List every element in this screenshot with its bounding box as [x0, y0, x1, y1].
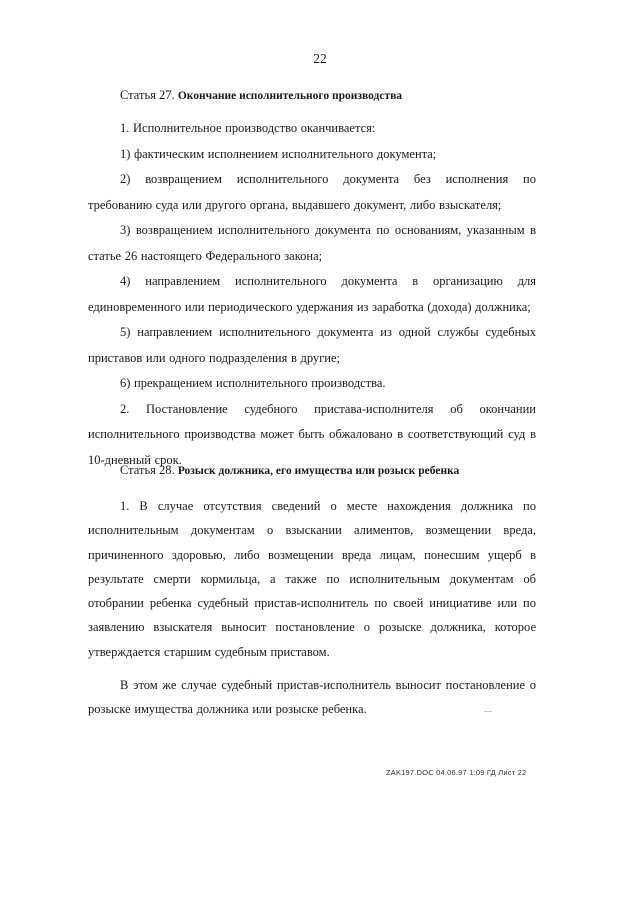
- article-27-title: Окончание исполнительного производства: [177, 90, 403, 102]
- paragraph: 4) направлением исполнительного документа в организацию для единовременного или периодического удержания из заработка (дохода) должника;: [88, 274, 536, 314]
- document-footer: ZAK197.DOC 04.06.97 1:09 ГД Лист 22: [386, 768, 527, 777]
- paragraph: 6) прекращением исполнительного производства.: [120, 376, 386, 390]
- paragraph: 1) фактическим исполнением исполнительного документа;: [120, 146, 437, 161]
- paragraph: В этом же случае судебный пристав-исполнитель выносит постановление о розыске имущества должника или розыске ребенка.: [88, 678, 536, 717]
- paragraph: 2. Постановление судебного пристава-исполнителя об окончании исполнительного производства может быть обжаловано в соответствующий суд в 10-дневный срок.: [88, 401, 536, 467]
- article-28-label: Статья 28.: [120, 463, 175, 477]
- article-28-title: Розыск должника, его имущества или розыск ребенка: [177, 465, 460, 477]
- paragraph: 1. Исполнительное производство оканчивается:: [120, 121, 376, 135]
- article-28-heading: [88, 462, 536, 479]
- article-28: [88, 462, 536, 722]
- paragraph: 2) возвращением исполнительного документа без исполнения по требованию суда или другого органа, выдавшего документ, либо взыскателя;: [88, 172, 536, 212]
- article-27-label: Статья 27.: [120, 88, 175, 102]
- paragraph: 3) возвращением исполнительного документа по основаниям, указанным в статье 26 настоящего Федерального закона;: [88, 223, 536, 263]
- article-27-heading: [88, 87, 536, 104]
- paragraph: 5) направлением исполнительного документа из одной службы судебных приставов или одного подразделения в другие;: [88, 325, 536, 365]
- page-number: 22: [313, 51, 327, 66]
- scan-mark: [484, 711, 492, 712]
- paragraph: 1. В случае отсутствия сведений о месте нахождения должника по исполнительным документам о взыскании алиментов, возмещении вреда, причиненного здоровью, либо возмещении вреда лицам, понесшим ущерб в результате смерти кормильца, а также по исполнительным документам об отобрании ребенка судебный пристав-исполнитель по своей инициативе или по заявлению взыскателя выносит постановление о розыске должника, которое утверждается старшим судебным приставом.: [88, 499, 536, 659]
- article-27: [88, 87, 536, 473]
